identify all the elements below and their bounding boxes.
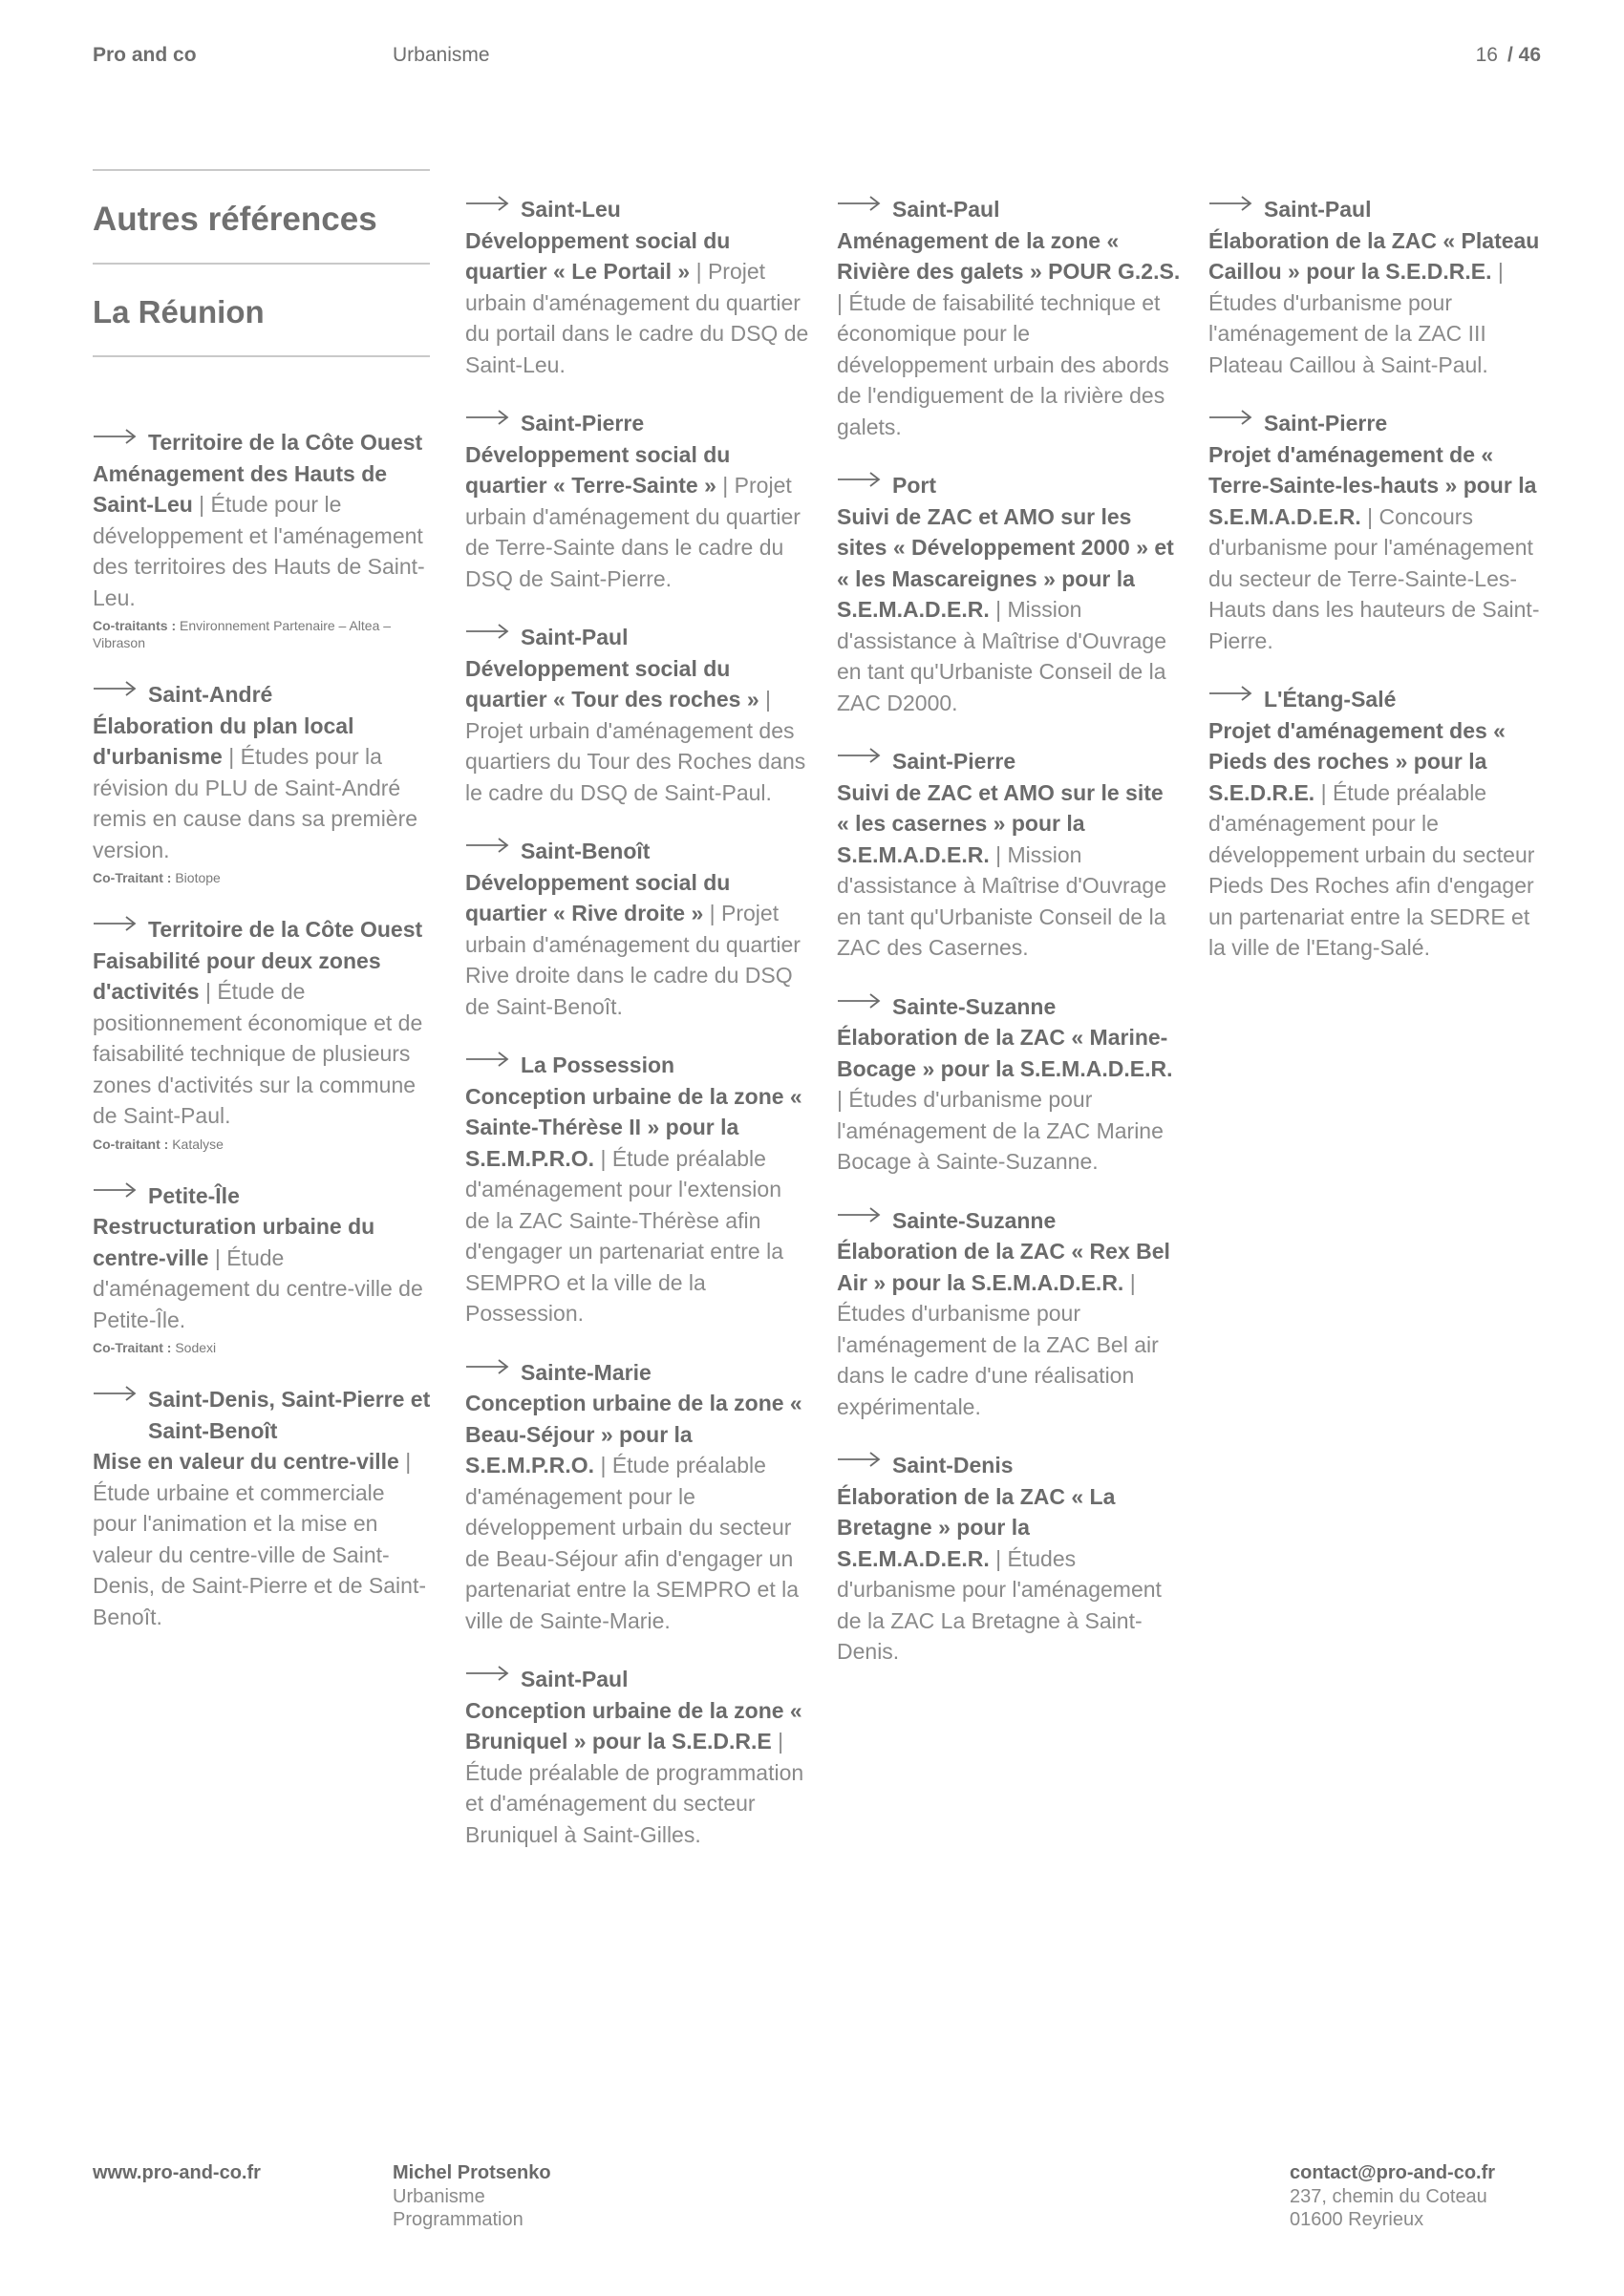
place-name: Sainte-Suzanne xyxy=(892,1207,1057,1233)
region-title: La Réunion xyxy=(93,294,265,330)
reference-entry xyxy=(93,679,432,886)
project-name: Conception urbaine de la zone « Bruniquel » pour la S.E.D.R.E xyxy=(465,1697,802,1754)
separator-bar: | xyxy=(837,289,843,315)
cotraitant-names: Katalyse xyxy=(172,1136,224,1152)
address-line-2: 01600 Reyrieux xyxy=(1290,2209,1424,2230)
place-name: Saint-Paul xyxy=(1264,197,1372,222)
reference-body xyxy=(465,1081,809,1329)
arrow-right-icon xyxy=(93,914,148,945)
project-description: Étude préalable d'aménagement pour le développement urbain du secteur Pieds Des Roches afin d'engager un partenariat entre la SEDRE et la ville de l'Etang-Salé. xyxy=(1208,779,1535,960)
separator-bar: | xyxy=(1367,503,1374,529)
references-column-2 xyxy=(465,194,809,1878)
page-title: Autres références xyxy=(93,201,377,238)
reference-place xyxy=(465,1357,809,1389)
reference-body xyxy=(465,1695,809,1851)
place-name: Saint-Paul xyxy=(521,625,629,649)
arrow-right-icon xyxy=(465,836,521,866)
reference-entry xyxy=(93,1384,432,1632)
arrow-right-icon xyxy=(93,427,148,457)
project-description: Étude de positionnement économique et de faisabilité technique de plusieurs zones d'activités sur la commune de Saint-Paul. xyxy=(93,979,423,1128)
reference-place xyxy=(837,470,1181,501)
reference-place xyxy=(1208,684,1552,715)
reference-place xyxy=(465,1050,809,1081)
cotraitant-label: Co-Traitant : xyxy=(93,1340,172,1355)
references-column-3 xyxy=(837,194,1181,1695)
reference-place xyxy=(93,1180,432,1212)
reference-body xyxy=(93,946,432,1132)
project-name: Faisabilité pour deux zones d'activités xyxy=(93,947,381,1004)
project-description: Études d'urbanisme pour l'aménagement de la ZAC III Plateau Caillou à Saint-Paul. xyxy=(1208,289,1488,377)
reference-entry xyxy=(837,194,1181,442)
divider xyxy=(93,169,430,171)
reference-entry xyxy=(465,1664,809,1850)
reference-body xyxy=(93,1446,432,1632)
cotraitant-label: Co-traitant : xyxy=(93,1136,169,1152)
project-name: Aménagement de la zone « Rivière des galets » POUR G.2.S. xyxy=(837,227,1181,284)
arrow-right-icon xyxy=(837,746,892,776)
reference-body xyxy=(465,653,809,809)
separator-bar: | xyxy=(709,901,716,925)
reference-body xyxy=(465,225,809,381)
reference-place xyxy=(93,1384,432,1446)
separator-bar: | xyxy=(778,1729,784,1754)
reference-entry xyxy=(1208,408,1552,656)
reference-body xyxy=(837,1236,1181,1422)
project-name: Conception urbaine de la zone « Beau-Séjour » pour la S.E.M.P.R.O. xyxy=(465,1391,802,1478)
place-name: Saint-Paul xyxy=(892,197,1000,222)
separator-bar: | xyxy=(995,597,1002,622)
place-name: Sainte-Suzanne xyxy=(892,993,1057,1019)
arrow-right-icon xyxy=(837,194,892,224)
reference-body xyxy=(93,1211,432,1335)
place-name: Saint-Pierre xyxy=(1264,411,1388,436)
person-role-2: Programmation xyxy=(393,2209,524,2230)
arrow-right-icon xyxy=(837,1205,892,1236)
reference-body xyxy=(465,439,809,595)
reference-entry xyxy=(837,746,1181,964)
place-name: Territoire de la Côte Ouest xyxy=(148,917,423,942)
separator-bar: | xyxy=(199,492,205,517)
project-description: Étude urbaine et commerciale pour l'animation et la mise en valeur du centre-ville de Saint-Denis, de Saint-Pierre et de Saint-Benoît. xyxy=(93,1479,427,1629)
reference-place xyxy=(93,679,432,711)
reference-entry xyxy=(465,194,809,380)
reference-place xyxy=(465,408,809,439)
reference-entry xyxy=(837,1450,1181,1668)
project-description: Mission d'assistance à Maîtrise d'Ouvrage en tant qu'Urbaniste Conseil de la ZAC D2000. xyxy=(837,597,1166,715)
divider xyxy=(93,263,430,265)
separator-bar: | xyxy=(1129,1269,1136,1295)
project-description: Études d'urbanisme pour l'aménagement de la ZAC La Bretagne à Saint-Denis. xyxy=(837,1545,1162,1664)
project-name: Développement social du quartier « Rive droite » xyxy=(465,869,731,925)
arrow-right-icon xyxy=(837,991,892,1022)
arrow-right-icon xyxy=(93,679,148,710)
project-name: Élaboration de la ZAC « Marine-Bocage » pour la S.E.M.A.D.E.R. xyxy=(837,1025,1173,1081)
reference-entry xyxy=(465,622,809,808)
email-link[interactable]: contact@pro-and-co.fr xyxy=(1290,2162,1496,2183)
reference-entry xyxy=(837,1205,1181,1423)
project-description: Projet urbain d'aménagement des quartiers du Tour des Roches dans le cadre du DSQ de Saint-Paul. xyxy=(465,717,806,805)
page-total: / 46 xyxy=(1506,44,1541,66)
reference-place xyxy=(837,991,1181,1023)
reference-entry xyxy=(1208,684,1552,964)
project-description: Étude préalable d'aménagement pour le développement urbain du secteur de Beau-Séjour afin d'engager un partenariat entre la SEMPRO et la ville de Sainte-Marie. xyxy=(465,1453,799,1633)
reference-entry xyxy=(465,1050,809,1329)
brand-name: Pro and co xyxy=(93,44,197,66)
project-name: Mise en valeur du centre-ville xyxy=(93,1449,399,1474)
separator-bar: | xyxy=(1320,779,1327,805)
reference-body xyxy=(93,711,432,866)
reference-entry xyxy=(93,1180,432,1357)
arrow-right-icon xyxy=(465,1357,521,1388)
reference-place xyxy=(837,194,1181,225)
project-name: Élaboration de la ZAC « Rex Bel Air » pour la S.E.M.A.D.E.R. xyxy=(837,1239,1170,1295)
project-name: Suivi de ZAC et AMO sur le site « les casernes » pour la S.E.M.A.D.E.R. xyxy=(837,779,1164,867)
reference-place xyxy=(465,1664,809,1695)
reference-body xyxy=(465,1388,809,1636)
place-name: Saint-Denis xyxy=(892,1453,1014,1478)
arrow-right-icon xyxy=(1208,408,1264,438)
footer-person xyxy=(393,2161,551,2232)
separator-bar: | xyxy=(837,1087,843,1112)
arrow-right-icon xyxy=(93,1180,148,1211)
arrow-right-icon xyxy=(837,1450,892,1480)
divider xyxy=(93,355,430,357)
place-name: Petite-Île xyxy=(148,1182,240,1208)
arrow-right-icon xyxy=(465,1664,521,1694)
separator-bar: | xyxy=(765,687,771,712)
reference-body xyxy=(837,1481,1181,1668)
project-description: Étude de faisabilité technique et économique pour le développement urbain des abords de l'endiguement de la rivière des galets. xyxy=(837,289,1169,439)
reference-body xyxy=(837,225,1181,443)
separator-bar: | xyxy=(695,259,702,284)
project-name: Conception urbaine de la zone « Sainte-Thérèse II » pour la S.E.M.P.R.O. xyxy=(465,1083,802,1171)
project-name: Développement social du quartier « Le Portail » xyxy=(465,227,731,284)
separator-bar: | xyxy=(600,1453,607,1478)
place-name: Saint-Benoît xyxy=(521,839,651,863)
project-description: Mission d'assistance à Maîtrise d'Ouvrage en tant qu'Urbaniste Conseil de la ZAC des Casernes. xyxy=(837,841,1166,960)
section-name: Urbanisme xyxy=(393,44,490,66)
separator-bar: | xyxy=(228,744,235,769)
reference-body xyxy=(1208,225,1552,381)
project-name: Projet d'aménagement des « Pieds des roches » pour la S.E.D.R.E. xyxy=(1208,717,1506,805)
footer-website xyxy=(93,2161,261,2185)
references-column-1 xyxy=(93,427,432,1660)
separator-bar: | xyxy=(204,979,211,1004)
reference-body xyxy=(93,458,432,614)
project-description: Études d'urbanisme pour l'aménagement de la ZAC Marine Bocage à Sainte-Suzanne. xyxy=(837,1087,1164,1174)
person-role-1: Urbanisme xyxy=(393,2185,485,2207)
person-name: Michel Protsenko xyxy=(393,2162,551,2183)
place-name: Saint-Pierre xyxy=(521,411,645,436)
separator-bar: | xyxy=(214,1244,221,1270)
place-name: Sainte-Marie xyxy=(521,1359,652,1385)
reference-place xyxy=(1208,194,1552,225)
project-description: Étude préalable d'aménagement pour l'extension de la ZAC Sainte-Thérèse afin d'engager un partenariat entre la SEMPRO et la ville de la Possession. xyxy=(465,1145,784,1326)
reference-place xyxy=(837,1450,1181,1481)
place-name: Saint-Paul xyxy=(521,1667,629,1691)
cotraitant-names: Biotope xyxy=(175,870,221,885)
place-name: Saint-André xyxy=(148,682,273,707)
project-name: Projet d'aménagement de « Terre-Sainte-les-hauts » pour la S.E.M.A.D.E.R. xyxy=(1208,441,1537,529)
reference-body xyxy=(837,1022,1181,1178)
cotraitant-names: Sodexi xyxy=(175,1340,217,1355)
reference-entry xyxy=(465,1357,809,1637)
project-description: Projet urbain d'aménagement du quartier de Terre-Sainte dans le cadre du DSQ de Saint-Pierre. xyxy=(465,473,801,591)
project-description: Études d'urbanisme pour l'aménagement de la ZAC Bel air dans le cadre d'une réalisation expérimentale. xyxy=(837,1301,1159,1419)
place-name: Saint-Denis, Saint-Pierre et Saint-Benoît xyxy=(148,1387,431,1443)
cotraitant-label: Co-traitants : xyxy=(93,618,177,633)
reference-entry xyxy=(465,836,809,1022)
reference-body xyxy=(837,501,1181,719)
reference-place xyxy=(465,622,809,653)
project-name: Suivi de ZAC et AMO sur les sites « Développement 2000 » et « les Mascareignes » pour la S.E.M.A.D.E.R. xyxy=(837,503,1174,622)
place-name: Saint-Pierre xyxy=(892,749,1016,774)
reference-entry xyxy=(837,991,1181,1178)
project-description: Concours d'urbanisme pour l'aménagement du secteur de Terre-Sainte-Les-Hauts dans les hauteurs de Saint-Pierre. xyxy=(1208,503,1540,653)
project-name: Élaboration du plan local d'urbanisme xyxy=(93,712,354,769)
cotraitant-names: Environnement Partenaire – Altea – Vibrason xyxy=(93,618,392,650)
separator-bar: | xyxy=(405,1449,412,1474)
arrow-right-icon xyxy=(837,470,892,500)
reference-body xyxy=(1208,439,1552,657)
place-name: Saint-Leu xyxy=(521,197,621,222)
separator-bar: | xyxy=(722,473,729,498)
arrow-right-icon xyxy=(93,1384,148,1414)
reference-entry xyxy=(93,914,432,1153)
cotraitants xyxy=(93,1136,432,1153)
arrow-right-icon xyxy=(465,622,521,652)
project-name: Élaboration de la ZAC « Plateau Caillou » pour la S.E.D.R.E. xyxy=(1208,227,1540,284)
project-name: Aménagement des Hauts de Saint-Leu xyxy=(93,460,388,517)
separator-bar: | xyxy=(1497,259,1504,284)
reference-place xyxy=(93,914,432,946)
cotraitant-label: Co-Traitant : xyxy=(93,870,172,885)
separator-bar: | xyxy=(995,1545,1002,1571)
reference-entry xyxy=(93,427,432,651)
reference-body xyxy=(1208,715,1552,964)
arrow-right-icon xyxy=(465,194,521,224)
place-name: Port xyxy=(892,473,936,498)
reference-body xyxy=(837,777,1181,964)
arrow-right-icon xyxy=(465,408,521,438)
separator-bar: | xyxy=(995,841,1002,867)
reference-entry xyxy=(1208,194,1552,380)
arrow-right-icon xyxy=(465,1050,521,1080)
footer-contact xyxy=(1290,2161,1495,2232)
project-name: Restructuration urbaine du centre-ville xyxy=(93,1214,375,1270)
reference-place xyxy=(1208,408,1552,439)
project-description: Projet urbain d'aménagement du quartier du portail dans le cadre du DSQ de Saint-Leu. xyxy=(465,259,809,377)
website-link[interactable]: www.pro-and-co.fr xyxy=(93,2162,261,2183)
project-description: Étude préalable de programmation et d'aménagement du secteur Bruniquel à Saint-Gilles. xyxy=(465,1759,804,1847)
address-line-1: 237, chemin du Coteau xyxy=(1290,2185,1487,2207)
references-column-4 xyxy=(1208,194,1552,991)
project-description: Étude pour le développement et l'aménagement des territoires des Hauts de Saint-Leu. xyxy=(93,492,425,610)
project-description: Étude d'aménagement du centre-ville de Petite-Île. xyxy=(93,1244,423,1332)
place-name: Territoire de la Côte Ouest xyxy=(148,430,423,455)
reference-entry xyxy=(465,408,809,594)
place-name: La Possession xyxy=(521,1052,675,1077)
reference-entry xyxy=(837,470,1181,718)
arrow-right-icon xyxy=(1208,684,1264,714)
reference-body xyxy=(465,867,809,1023)
reference-place xyxy=(93,427,432,458)
place-name: L'Étang-Salé xyxy=(1264,687,1397,712)
cotraitants xyxy=(93,617,432,651)
reference-place xyxy=(465,194,809,225)
reference-place xyxy=(837,1205,1181,1237)
project-name: Élaboration de la ZAC « La Bretagne » pour la S.E.M.A.D.E.R. xyxy=(837,1483,1116,1571)
separator-bar: | xyxy=(600,1145,607,1171)
project-name: Développement social du quartier « Tour des roches » xyxy=(465,655,759,712)
project-name: Développement social du quartier « Terre-Sainte » xyxy=(465,441,731,498)
page-indicator xyxy=(1476,44,1541,67)
arrow-right-icon xyxy=(1208,194,1264,224)
cotraitants xyxy=(93,869,432,886)
reference-place xyxy=(837,746,1181,777)
page-current: 16 xyxy=(1475,44,1498,66)
cotraitants xyxy=(93,1339,432,1356)
project-description: Études pour la révision du PLU de Saint-André remis en cause dans sa première version. xyxy=(93,744,418,862)
project-description: Projet urbain d'aménagement du quartier Rive droite dans le cadre du DSQ de Saint-Benoît. xyxy=(465,901,801,1019)
reference-place xyxy=(465,836,809,867)
